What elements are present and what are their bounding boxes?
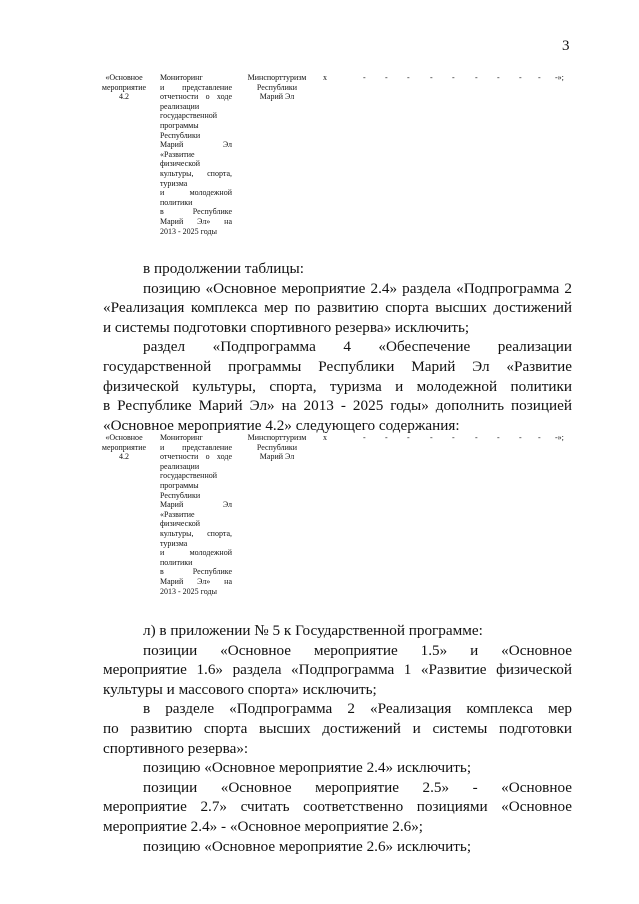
paragraph-continuation: «Реализация комплекса мер по развитию спорта высших достижений и системы подготовки спортивного резерва» исключить;	[103, 299, 572, 336]
cell-dash: -	[475, 433, 478, 442]
cell-dash: -	[452, 433, 455, 442]
paragraph-continuation: мероприятие 1.6» раздела «Подпрограмма 1 «Развитие физической культуры и массового спорта» исключить;	[103, 661, 572, 698]
cell-dash: -	[407, 73, 410, 82]
paragraph: позиции «Основное мероприятие 1.5» и «Основное	[143, 641, 572, 659]
cell-dash: -	[475, 73, 478, 82]
cell-description: Мониторинг и представление отчетности о ходе реализации государственной программы Республики Марий Эл «Развитие физической культуры, спорта, туризма и молодежной политики в Республике Марий Эл» на 2013 - 2025 годы	[160, 73, 232, 236]
cell-dash: -	[363, 433, 366, 442]
paragraph-continuation: мероприятие 2.7» считать соответственно позициями «Основное мероприятие 2.4» - «Основное мероприятие 2.6»;	[103, 798, 572, 835]
cell-cross: x	[323, 433, 327, 442]
intro-paragraph: л) в приложении № 5 к Государственной программе:	[143, 622, 483, 639]
paragraph: позицию «Основное мероприятие 2.4» раздела «Подпрограмма 2	[143, 279, 572, 297]
paragraph: позицию «Основное мероприятие 2.4» исключить;	[143, 759, 472, 777]
paragraph: позицию «Основное мероприятие 2.6» исключить;	[143, 837, 472, 855]
cell-executor: Минспорттуризм Республики Марий Эл	[247, 433, 307, 462]
cell-dash: -	[430, 73, 433, 82]
cell-cross: x	[323, 73, 327, 82]
cell-dash: -	[385, 433, 388, 442]
paragraph-continuation: государственной программы Республики Марий Эл «Развитие физической культуры, спорта, туризма и молодежной политики в Республике Марий Эл» на 2013 - 2025 годы» дополнить позицией «Основное мероприятие 4.2» следующего содержания:	[103, 357, 572, 434]
paragraph: в разделе «Подпрограмма 2 «Реализация комплекса мер	[143, 700, 572, 718]
cell-end: -»;	[555, 73, 564, 82]
cell-event-name: «Основное мероприятие 4.2	[101, 73, 147, 102]
cell-end: -»;	[555, 433, 564, 442]
cell-dash: -	[385, 73, 388, 82]
cell-dash: -	[538, 73, 541, 82]
table-row	[0, 433, 639, 613]
table-row	[0, 73, 639, 253]
cell-dash: -	[519, 73, 522, 82]
paragraph: позиции «Основное мероприятие 2.5» - «Основное	[143, 778, 572, 796]
cell-executor: Минспорттуризм Республики Марий Эл	[247, 73, 307, 102]
cell-description: Мониторинг и представление отчетности о ходе реализации государственной программы Республики Марий Эл «Развитие физической культуры, спорта, туризма и молодежной политики в Республике Марий Эл» на 2013 - 2025 годы	[160, 433, 232, 596]
cell-dash: -	[452, 73, 455, 82]
cell-dash: -	[497, 73, 500, 82]
section-2-text	[103, 621, 572, 856]
paragraph-continuation: по развитию спорта высших достижений и системы подготовки спортивного резерва»:	[103, 719, 572, 757]
intro-paragraph: в продолжении таблицы:	[143, 260, 304, 277]
cell-dash: -	[407, 433, 410, 442]
cell-dash: -	[538, 433, 541, 442]
cell-dash: -	[363, 73, 366, 82]
cell-dash: -	[430, 433, 433, 442]
section-1-text	[103, 259, 572, 435]
cell-event-name: «Основное мероприятие 4.2	[101, 433, 147, 462]
paragraph: раздел «Подпрограмма 4 «Обеспечение реализации	[143, 338, 572, 356]
cell-dash: -	[519, 433, 522, 442]
cell-dash: -	[497, 433, 500, 442]
page-number: 3	[562, 38, 570, 54]
